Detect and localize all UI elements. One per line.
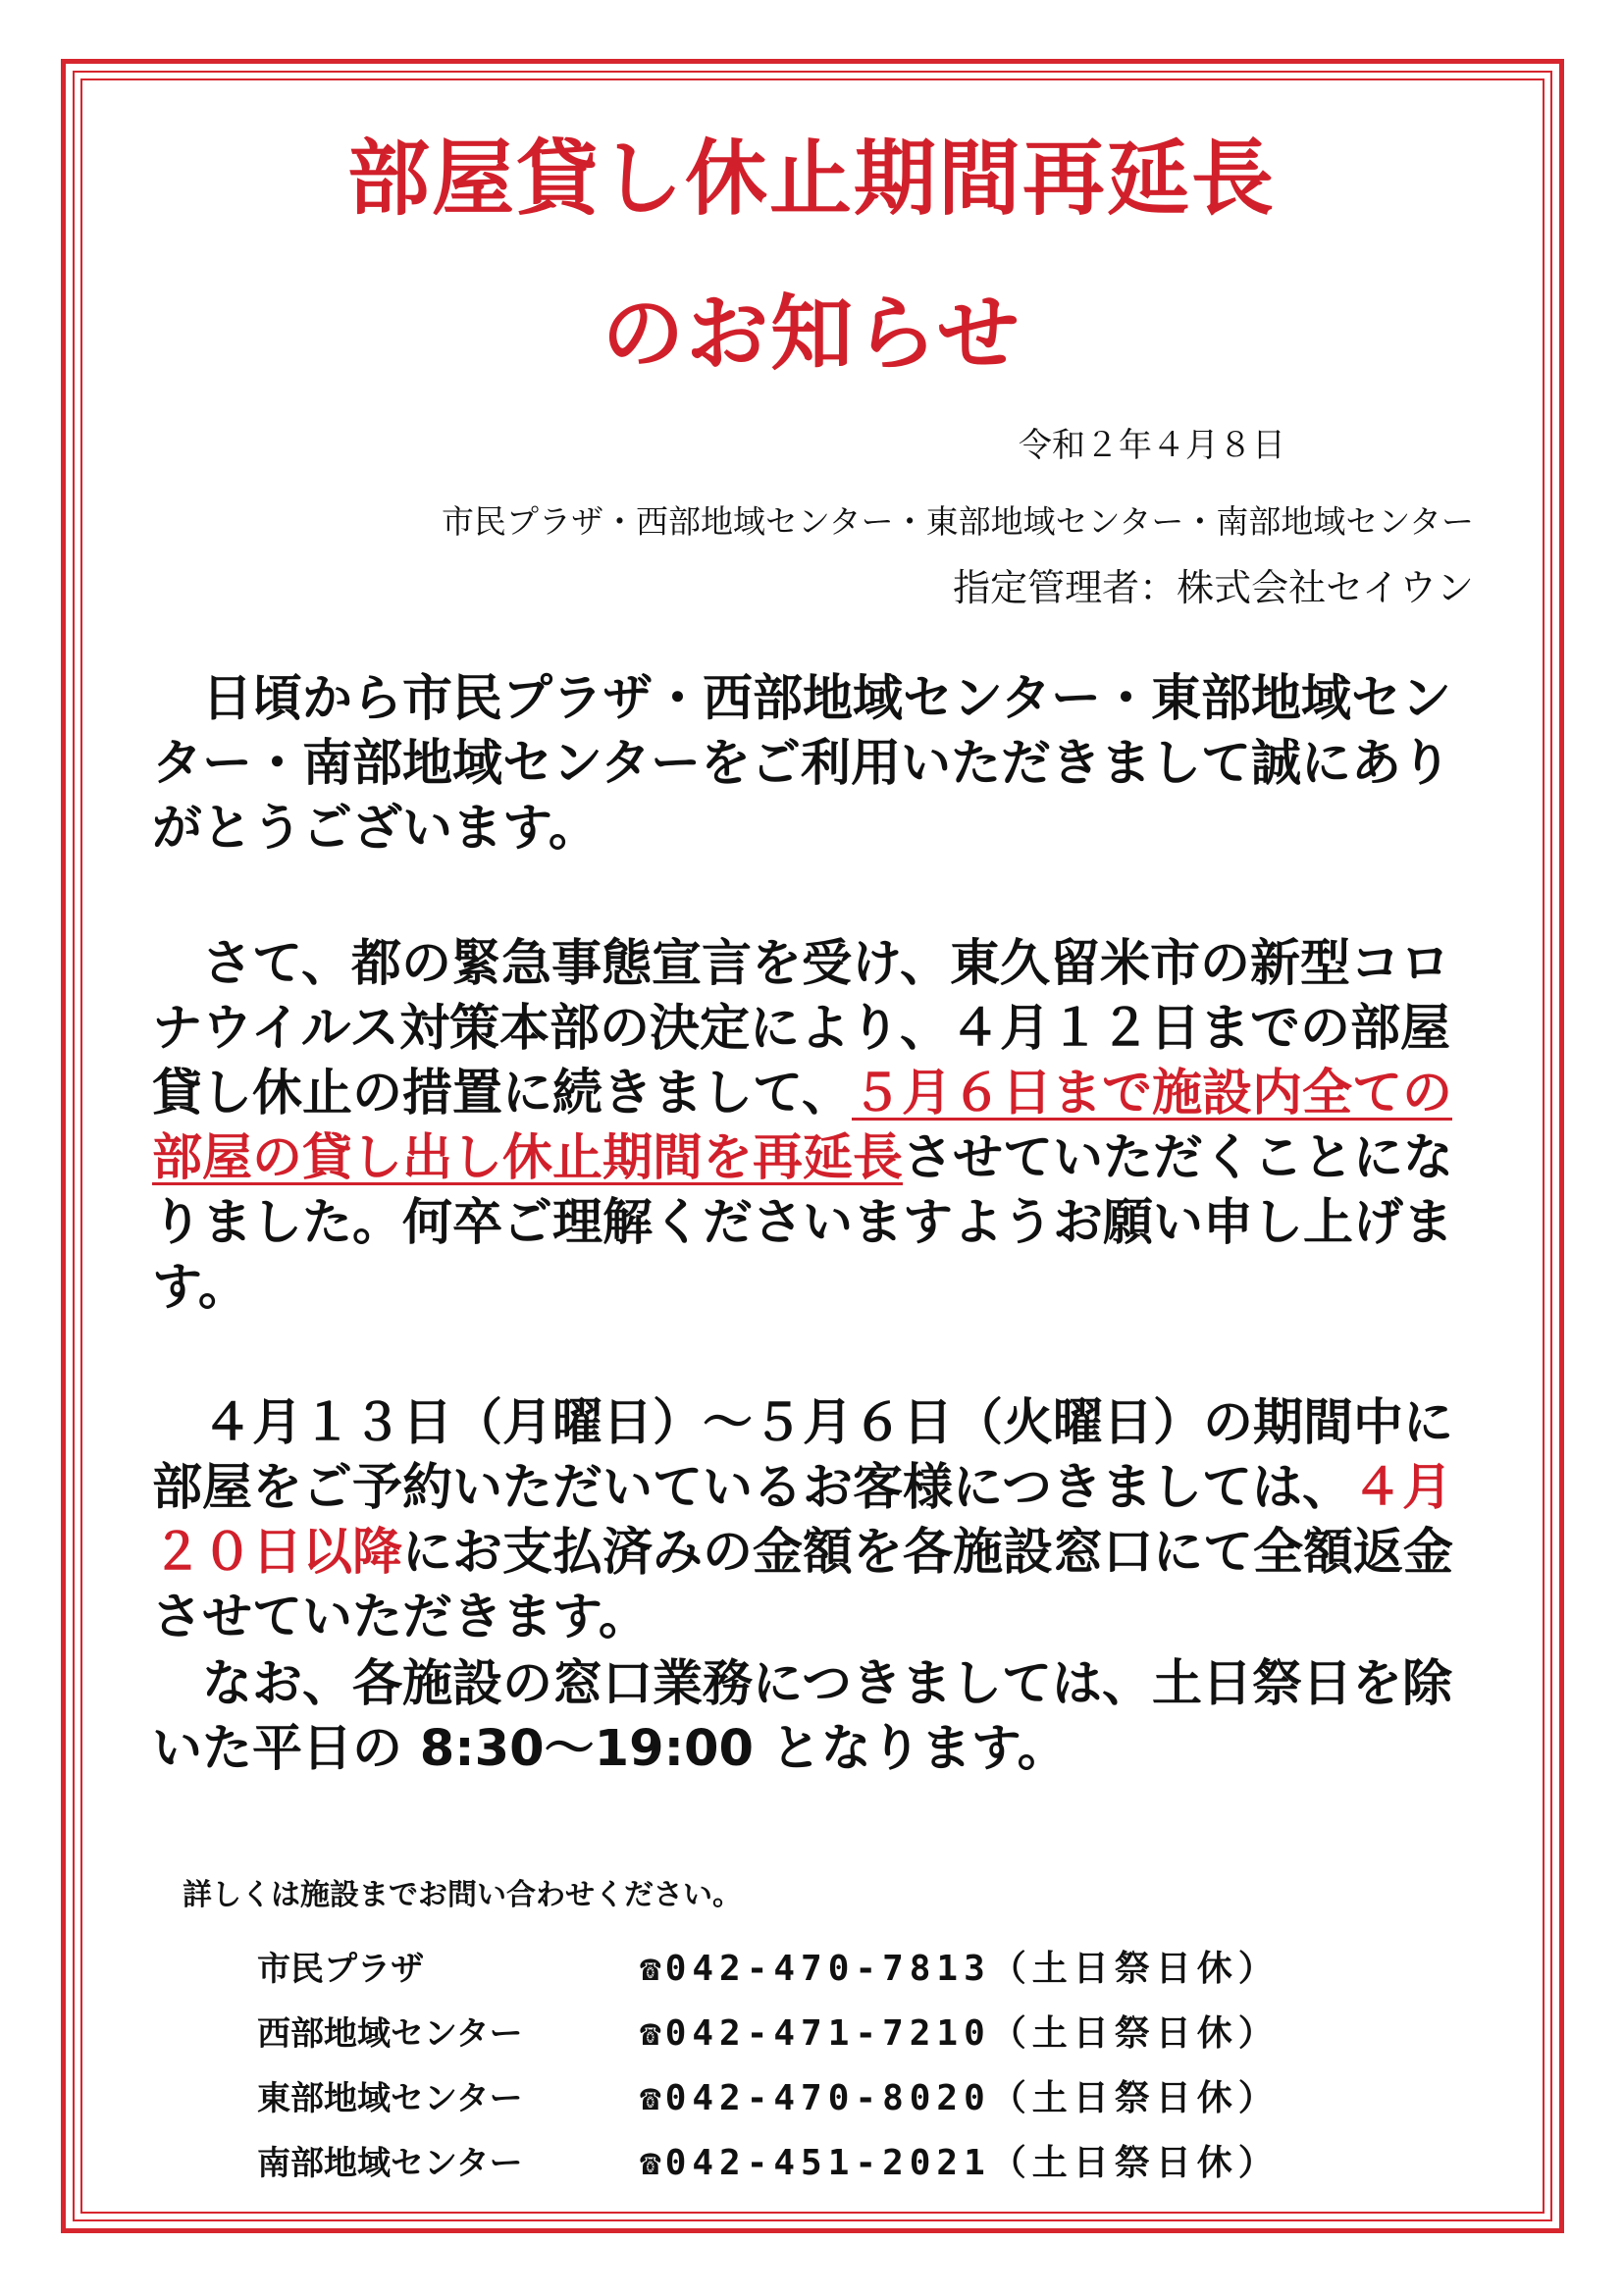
- phone-icon: ☎: [640, 1948, 661, 1989]
- contact-phone: [640, 2135, 1280, 2185]
- notice-subtitle: のお知らせ: [602, 286, 1021, 382]
- notice-title: 部屋貸し休止期間再延長: [346, 130, 1276, 227]
- suspension-highlight: ５月６日まで施設内全ての部屋の貸し出し休止期間を再延長: [152, 1065, 1452, 1187]
- contact-row: [257, 1933, 1415, 1998]
- phone-icon: ☎: [640, 2142, 661, 2183]
- facility-names: 市民プラザ・西部地域センター・東部地域センター・南部地域センター: [441, 502, 1474, 541]
- phone-number: 042-470-7813（土日祭日休）: [664, 1948, 1280, 1989]
- refund-text-before: ４月１３日（月曜日）～５月６日（火曜日）の期間中に部屋をご予約いただいているお客様につきましては、: [152, 1394, 1454, 1517]
- contact-name: 西部地域センター: [257, 2013, 523, 2054]
- contact-phone: [640, 1941, 1280, 1991]
- phone-number: 042-451-2021（土日祭日休）: [664, 2142, 1280, 2183]
- suspension-paragraph: [152, 932, 1472, 1321]
- phone-icon: ☎: [640, 2077, 661, 2118]
- phone-icon: ☎: [640, 2012, 661, 2054]
- refund-paragraph: [152, 1391, 1472, 1650]
- suspension-text-before: さて、都の緊急事態宣言を受け、東久留米市の新型コロナウイルス対策本部の決定により、４月１２日までの部屋貸し休止の措置に続きまして、: [152, 935, 1450, 1122]
- contact-row: [257, 1998, 1415, 2062]
- refund-highlight: ４月２０日以降: [152, 1459, 1452, 1582]
- contact-list: [257, 1933, 1415, 2192]
- contact-name: 南部地域センター: [257, 2143, 523, 2183]
- contact-phone: [640, 2006, 1280, 2056]
- designated-manager: 指定管理者：株式会社セイウン: [953, 566, 1474, 609]
- notice-date: 令和２年４月８日: [1019, 426, 1285, 465]
- contact-row: [257, 2127, 1415, 2192]
- contact-name: 東部地域センター: [257, 2078, 523, 2118]
- refund-text-after: にお支払済みの金額を各施設窓口にて全額返金させていただきます。: [152, 1524, 1454, 1646]
- phone-number: 042-471-7210（土日祭日休）: [664, 2012, 1280, 2054]
- suspension-text-after: させていただくことになりました。何卒ご理解くださいますようお願い申し上げます。: [152, 1129, 1454, 1317]
- greeting-paragraph: 日頃から市民プラザ・西部地域センター・東部地域センター・南部地域センターをご利用いただきまして誠にありがとうございます。: [152, 670, 1451, 858]
- hours-paragraph: なお、各施設の窓口業務につきましては、土日祭日を除いた平日の 8:30～19:00 となります。: [152, 1655, 1452, 1778]
- contact-intro: 詳しくは施設までお問い合わせください。: [183, 1878, 742, 1912]
- contact-phone: [640, 2070, 1280, 2120]
- phone-number: 042-470-8020（土日祭日休）: [664, 2077, 1280, 2118]
- contact-row: [257, 2062, 1415, 2127]
- contact-name: 市民プラザ: [257, 1949, 424, 1989]
